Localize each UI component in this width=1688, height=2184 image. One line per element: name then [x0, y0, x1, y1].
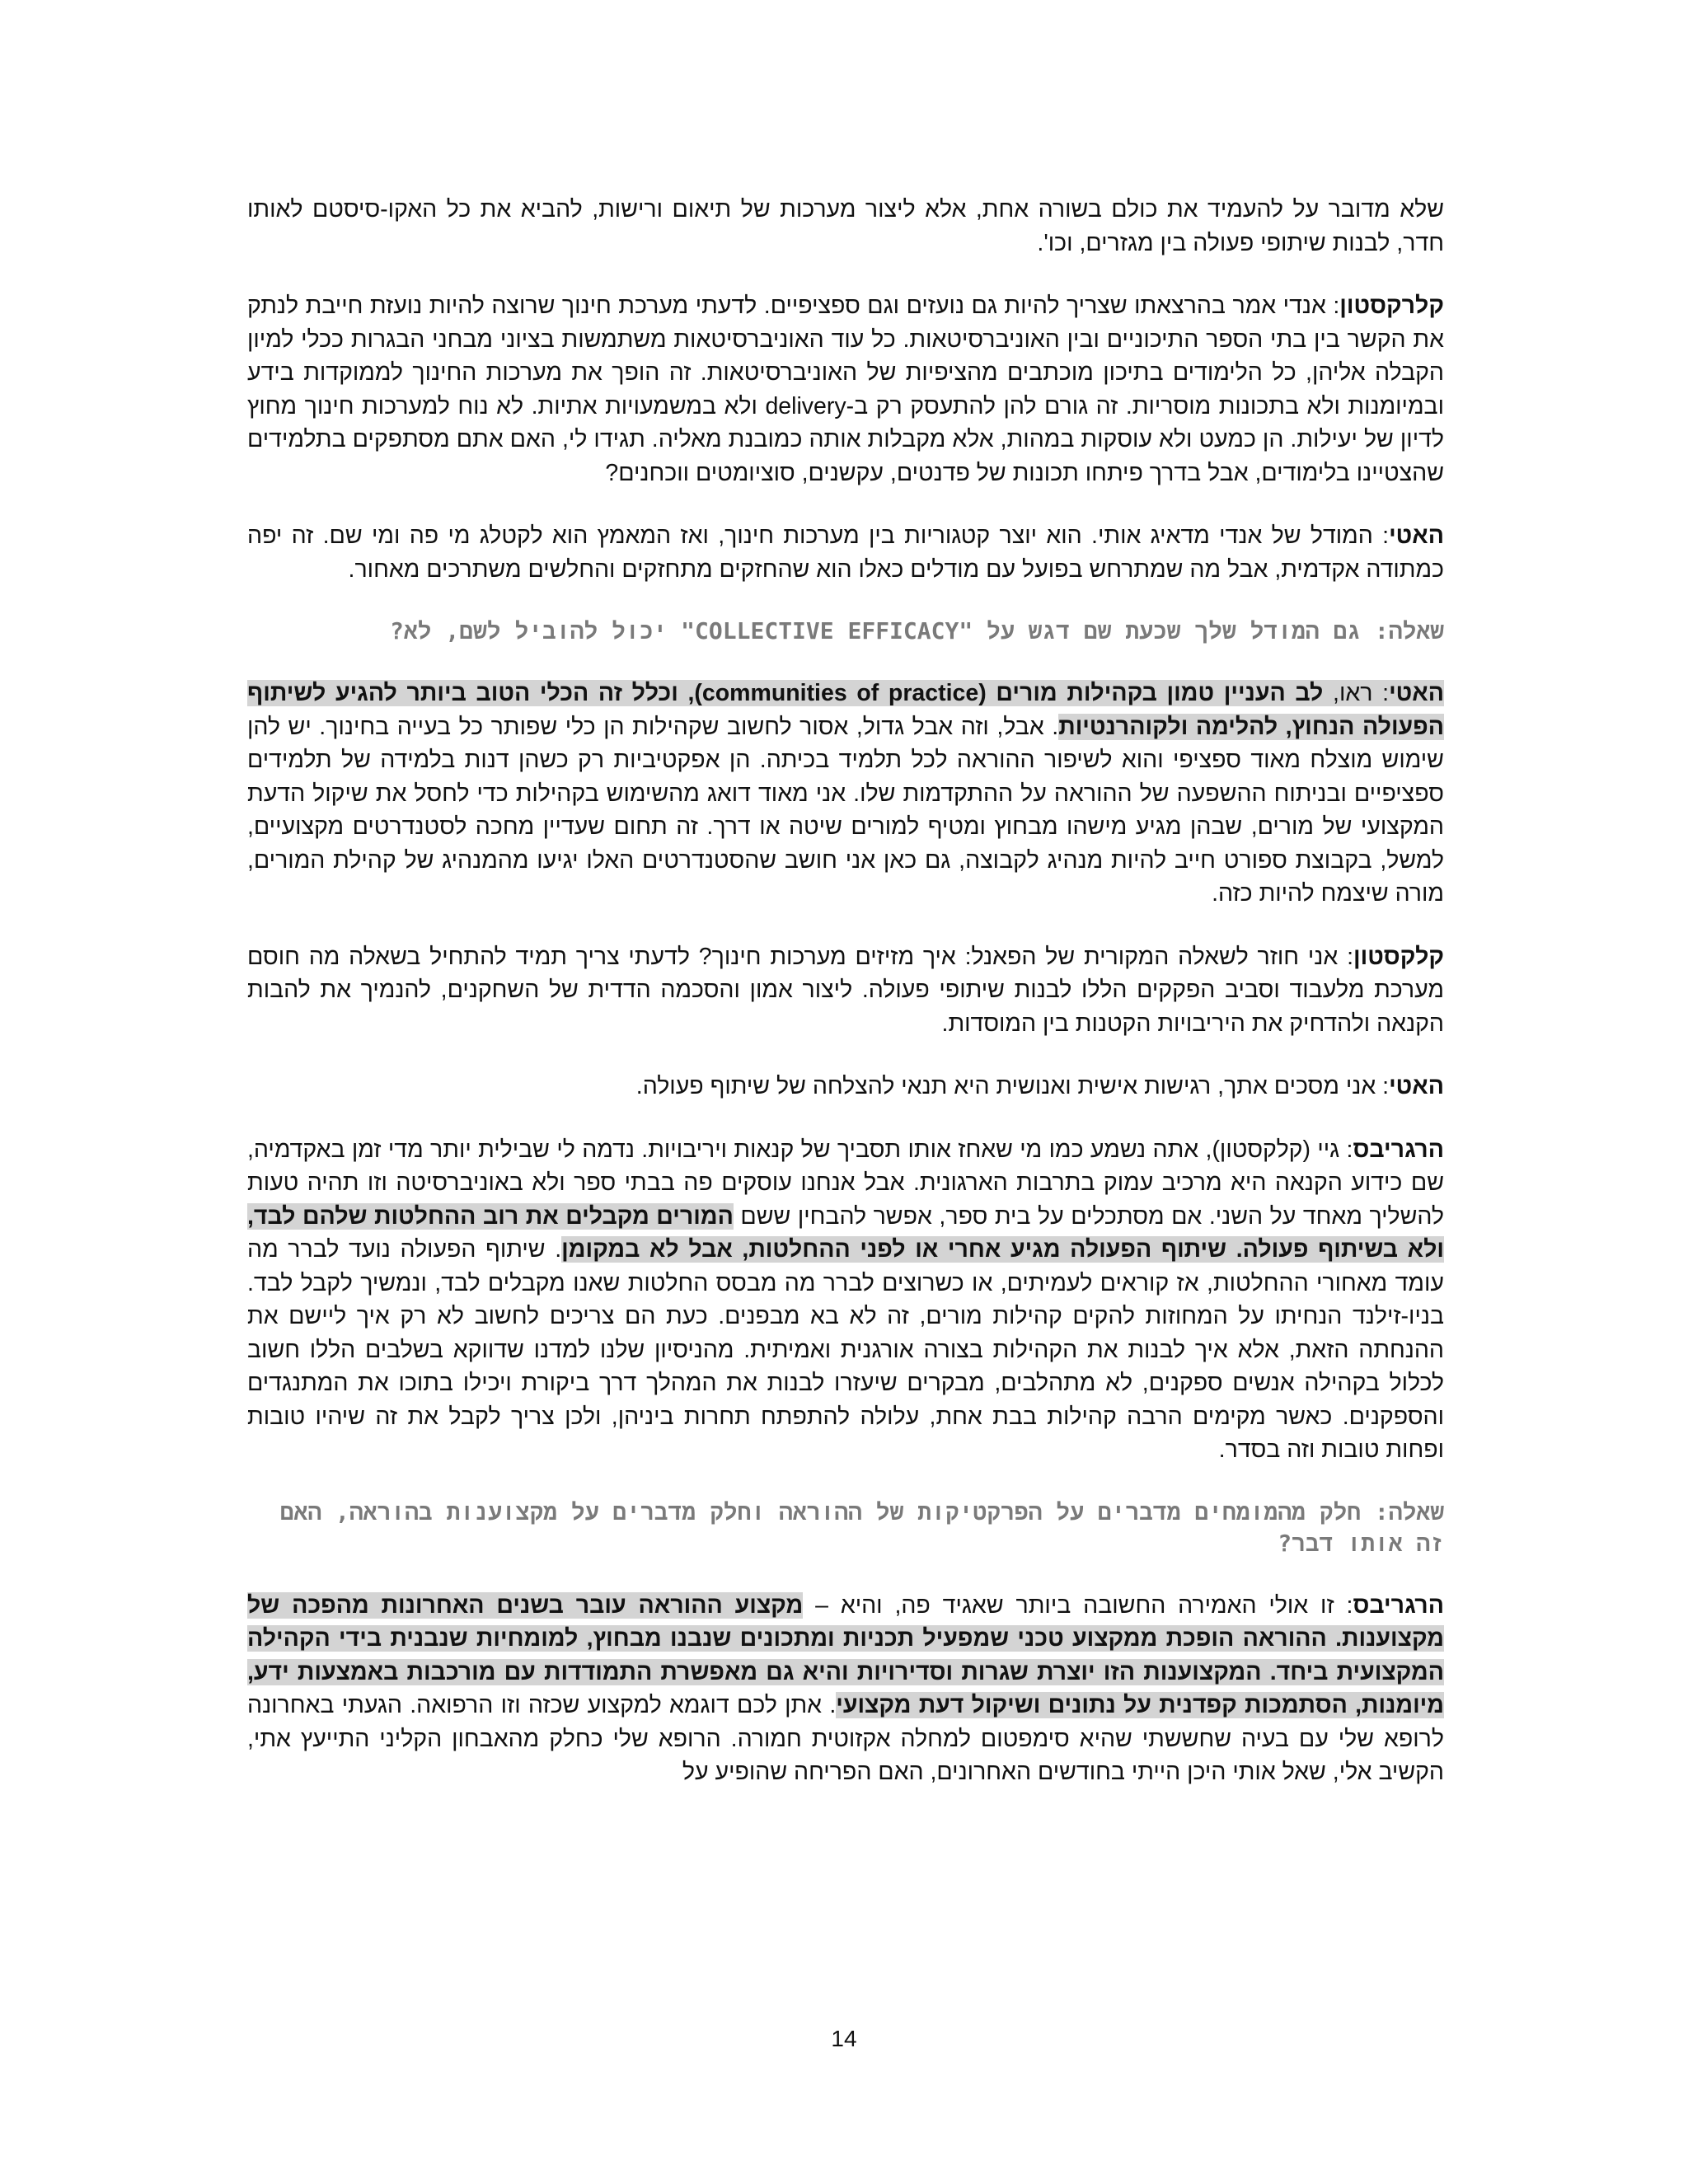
paragraph-1 [247, 193, 1444, 260]
highlighted-text: מקצוע ההוראה עובר בשנים האחרונות מהפכה של מקצוענות. ההוראה הופכת ממקצוע טכני שמפעיל תכניות ומתכונים שנבנו מבחוץ, למומחיות שנבנית בידי הקהילה המקצועית ביחד. המקצוענות הזו יוצרת שגרות וסדירויות והיא גם מאפשרת התמודדות עם מורכבות באמצעות ידע, מיומנות, הסתמכות קפדנית על נתונים ושיקול דעת מקצועי [247, 1591, 1444, 1718]
paragraph-hattie-3 [247, 1070, 1444, 1104]
page-body [247, 193, 1444, 1819]
paragraph-hattie-1 [247, 519, 1444, 586]
paragraph-text: . אתן לכם דוגמא למקצוע שכזה וזו הרפואה. הגעתי באחרונה לרופא שלי עם בעיה שחששתי שהיא סימפטום למחלה אקזוטית חמורה. הרופא שלי כחלק מהאבחון הקליני התייעץ אתי, הקשיב אלי, שאל אותי היכן הייתי בחודשים האחרונים, האם הפריחה שהופיע על [247, 1692, 1444, 1785]
highlighted-text: המורים מקבלים את רוב ההחלטות שלהם לבד, ולא בשיתוף פעולה. שיתוף הפעולה מגיע אחרי או לפני ההחלטות, אבל לא במקומן [247, 1202, 1444, 1263]
paragraph-text-continued: . שיתוף הפעולה נועד לברר מה עומד מאחורי ההחלטות, אז קוראים לעמיתים, או כשרוצים לברר מה מבסס החלטות שאנו מקבלים לבד, ונמשיך לקבל לבד. בניו-זילנד הנחיתו על המחוזות להקים קהילות מורים, זה לא בא מבפנים. כעת הם צריכים לחשוב לא רק איך ליישם את ההנחתה הזאת, אלא איך לבנות את הקהילות בצורה אורגנית ואמיתית. מהניסיון שלנו למדנו שדווקא בשלבים הללו חשוב לכלול בקהילה אנשים ספקנים, לא מתהלבים, מבקרים שיעזרו לבנות את המהלך דרך ביקורת ויכילו בתוכו את המתנגדים והספקנים. כאשר מקימים הרבה קהילות בבת אחת, עלולה להתפתח תחרות ביניהן, ולכן צריך לקבל את זה שיהיו טובות ופחות טובות וזה בסדר. [247, 1236, 1444, 1463]
paragraph-hargreaves-1 [247, 1133, 1444, 1467]
paragraph-lead: : ראו, [1323, 680, 1390, 706]
speaker-name: האטי [1389, 523, 1444, 549]
speaker-name: הרגריבס [1353, 1136, 1444, 1163]
paragraph-lead: : זו אולי האמירה החשובה ביותר שאגיד פה, והיא – [803, 1591, 1353, 1619]
paragraph-text: . אבל, וזה אבל גדול, אסור לחשוב שקהילות הן כלי שפותר כל בעייה בחינוך. יש להן שימוש מוצלח מאוד ספציפי והוא לשיפור ההוראה לכל תלמיד בכיתה. הן אפקטיביות רק כשהן דנות בלמידה של תלמידים ספציפיים ובניתוח ההשפעה של ההוראה על ההתקדמות שלו. אני מאוד דואג מהשימוש בקהילות כדי לחסל את שיקול הדעת המקצועי של מורים, שבהן מגיע מישהו מבחוץ ומטיף למורים שיטה או דרך. זה תחום שעדיין מחכה לסטנדרטים מקצועיים, למשל, בקבוצת ספורט חייב להיות מנהיג לקבוצה, גם כאן אני חושב שהסטנדרטים האלו יגיעו מהמנהיג של קהילת המורים, מורה שיצמח להיות כזה. [247, 713, 1444, 907]
paragraph-text: : אני מסכים אתך, רגישות אישית ואנושית היא תנאי להצלחה של שיתוף פעולה. [635, 1073, 1390, 1099]
speaker-name: הרגריבס [1353, 1591, 1444, 1619]
speaker-name: האטי [1389, 1073, 1444, 1099]
paragraph-text: שלא מדובר על להעמיד את כולם בשורה אחת, אלא ליצור מערכות של תיאום ורישות, להביא את כל האקו-סיסטם לאותו חדר, לבנות שיתופי פעולה בין מגזרים, וכו'. [247, 196, 1444, 256]
paragraph-clarkston-1 [247, 289, 1444, 490]
speaker-name: האטי [1389, 680, 1444, 706]
interview-question-2: שאלה: חלק מהמומחים מדברים על הפרקטיקות של ההוראה וחלק מדברים על מקצוענות בהוראה, האם זה אותו דבר? [279, 1497, 1444, 1557]
paragraph-text: : המודל של אנדי מדאיג אותי. הוא יוצר קטגוריות בין מערכות חינוך, ואז המאמץ הוא לקטלג מי פה ומי שם. זה יפה כמתודה אקדמית, אבל מה שמתרחש בפועל עם מודלים כאלו הוא שהחזקים מתחזקים והחלשים משתרכים מאחור. [247, 523, 1444, 583]
paragraph-claxton-1 [247, 940, 1444, 1041]
highlighted-text: לב העניין טמון בקהילות מורים (communities of practice), וכלל זה הכלי הטוב ביותר להגיע לשיתוף הפעולה הנחוץ, להלימה ולקוהרנטיות [247, 680, 1444, 740]
paragraph-hargreaves-2 [247, 1589, 1444, 1789]
speaker-name: קלרקסטון [1339, 293, 1444, 319]
speaker-name: קלקסטון [1353, 943, 1444, 970]
paragraph-text: : גיי (קלקסטון), אתה נשמע כמו מי שאחז אותו תסביך של קנאות ויריבויות. נדמה לי שבילית יותר מדי זמן באקדמיה, שם כידוע הקנאה היא מרכיב עמוק בתרבות הארגונית. אבל אנחנו עוסקים פה בבתי ספר ולא באוניברסיטה וזו תהיה טעות להשליך מאחד על השני. אם מסתכלים על בית ספר, אפשר להבחין ששם [247, 1136, 1444, 1230]
paragraph-text: : אני חוזר לשאלה המקורית של הפאנל: איך מזיזים מערכות חינוך? לדעתי צריך תמיד להתחיל בשאלה מה חוסם מערכת מלעבוד וסביב הפקקים הללו לבנות שיתופי פעולה. ליצור אמון והסכמה הדדית של השחקנים, להנמיך את להבות הקנאה ולהדחיק את היריבויות הקטנות בין המוסדות. [247, 943, 1444, 1037]
paragraph-hattie-2 [247, 677, 1444, 911]
page-number: 14 [831, 2026, 857, 2051]
paragraph-text: : אנדי אמר בהרצאתו שצריך להיות גם נועזים וגם ספציפיים. לדעתי מערכת חינוך שרוצה להיות נועזת חייבת לנתק את הקשר בין בתי הספר התיכוניים ובין האוניברסיטאות. כל עוד האוניברסיטאות משתמשות בציוני מבחני הבגרות ככלי למיון הקבלה אליהן, כל הלימודים בתיכון מוכתבים מהציפיות של האוניברסיטאות. זה הופך את מערכות החינוך לממוקדות בידע ובמיומנות ולא בתכונות מוסריות. זה גורם להן להתעסק רק ב-delivery ולא במשמעויות אתיות. לא נוח למערכות חינוך מחוץ לדיון של יעילות. הן כמעט ולא עוסקות במהות, אלא מקבלות אותה כמובנת מאליה. תגידו לי, האם אתם מסתפקים בתלמידים שהצטיינו בלימודים, אבל בדרך פיתחו תכונות של פדנטים, עקשנים, סוציומטים ווכחנים? [247, 293, 1444, 486]
interview-question-1: שאלה: גם המודל שלך שכעת שם דגש על "COLLECTIVE EFFICACY" יכול להוביל לשם, לא? [390, 617, 1444, 644]
